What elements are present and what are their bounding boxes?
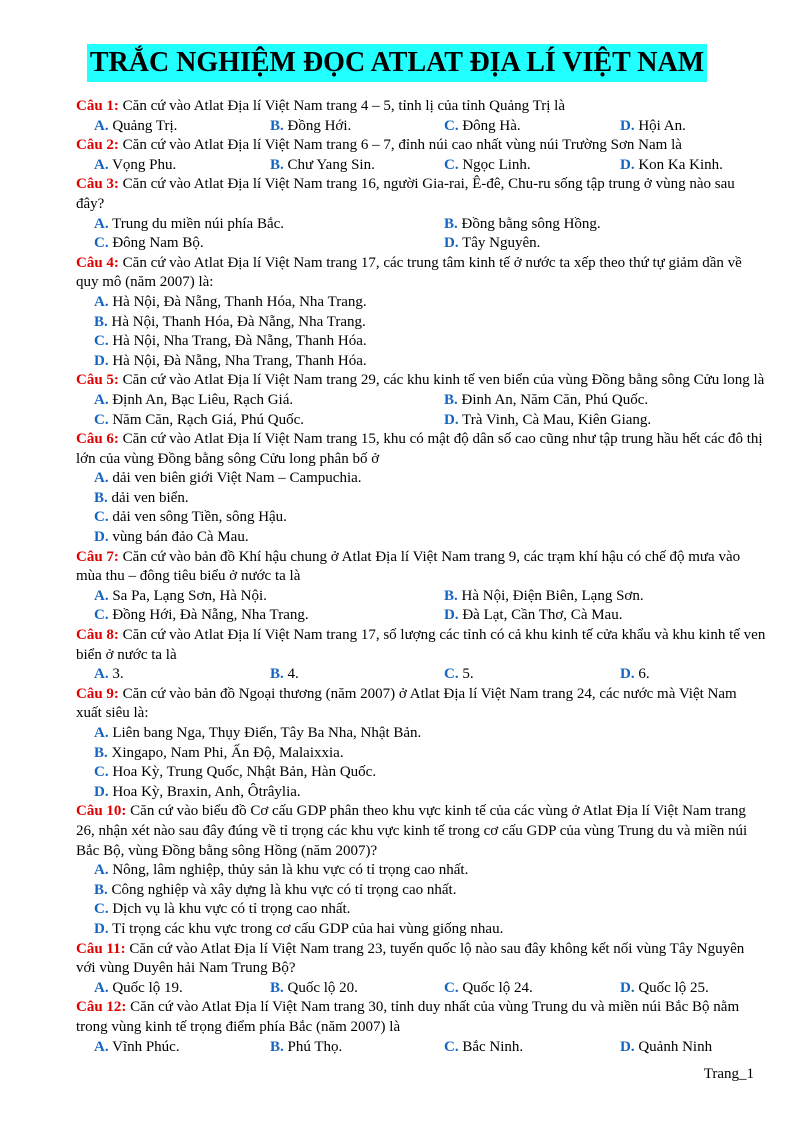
option-text: Hà Nội, Nha Trang, Đà Nẵng, Thanh Hóa. — [112, 333, 367, 350]
option-letter: C. — [94, 607, 109, 624]
option-text: Kon Ka Kinh. — [638, 156, 723, 173]
answer-option[interactable] — [94, 234, 444, 254]
option-text: Quảnh Ninh — [638, 1038, 713, 1055]
answer-option[interactable] — [94, 156, 270, 176]
answer-option[interactable] — [620, 156, 770, 176]
question-text: Căn cứ vào bản đồ Khí hậu chung ở Atlat Địa lí Việt Nam trang 9, các trạm khí hậu có chế độ mưa vào mùa thu – đông tiêu biểu ở nước ta là — [76, 548, 741, 585]
option-text: Đồng bằng sông Hồng. — [461, 215, 601, 232]
answer-option[interactable] — [94, 861, 766, 881]
answer-options — [76, 215, 766, 254]
answer-option[interactable] — [444, 665, 620, 685]
option-letter: C. — [444, 979, 459, 996]
question-stem — [76, 97, 766, 117]
option-text: Công nghiệp và xây dựng là khu vực có tỉ trọng cao nhất. — [111, 881, 457, 898]
question-number: Câu 4: — [76, 254, 119, 271]
answer-option[interactable] — [94, 508, 766, 528]
option-text: Tỉ trọng các khu vực trong cơ cấu GDP của hai vùng giống nhau. — [112, 920, 504, 937]
option-text: Đông Nam Bộ. — [112, 235, 204, 252]
answer-option[interactable] — [94, 724, 766, 744]
answer-option[interactable] — [94, 332, 766, 352]
question-block — [76, 626, 766, 685]
option-letter: A. — [94, 587, 109, 604]
question-text: Căn cứ vào Atlat Địa lí Việt Nam trang 23, tuyến quốc lộ nào sau đây không kết nối vùng Tây Nguyên với vùng Duyên hải Nam Trung Bộ? — [76, 940, 745, 977]
option-letter: C. — [444, 666, 459, 683]
option-letter: C. — [444, 1038, 459, 1055]
answer-option[interactable] — [94, 293, 766, 313]
answer-option[interactable] — [94, 489, 766, 509]
answer-option[interactable] — [94, 606, 444, 626]
answer-option[interactable] — [620, 117, 770, 137]
answer-option[interactable] — [94, 744, 766, 764]
option-letter: A. — [94, 156, 109, 173]
answer-options — [76, 861, 766, 939]
question-number: Câu 12: — [76, 999, 127, 1016]
question-text: Căn cứ vào Atlat Địa lí Việt Nam trang 15, khu có mật độ dân số cao cũng như tập trung hầu hết các đô thị lớn của vùng Đồng bằng sông Cửu long phân bố ở — [76, 431, 763, 467]
option-text: vùng bán đảo Cà Mau. — [112, 529, 249, 546]
option-text: Tây Nguyên. — [462, 235, 541, 252]
option-text: Bắc Ninh. — [462, 1038, 524, 1055]
option-letter: D. — [620, 156, 635, 173]
answer-option[interactable] — [270, 1038, 444, 1058]
answer-option[interactable] — [94, 352, 766, 372]
option-letter: D. — [620, 666, 635, 683]
answer-option[interactable] — [270, 979, 444, 999]
option-letter: D. — [444, 607, 459, 624]
question-stem — [76, 136, 766, 156]
answer-option[interactable] — [94, 411, 444, 431]
answer-options — [76, 665, 766, 685]
option-text: Đà Lạt, Cần Thơ, Cà Mau. — [462, 607, 623, 624]
option-letter: B. — [94, 489, 108, 506]
option-text: Hoa Kỳ, Braxin, Anh, Ôtrâylia. — [112, 783, 301, 800]
option-text: Trà Vinh, Cà Mau, Kiên Giang. — [462, 411, 652, 428]
option-text: Quảng Trị. — [112, 117, 178, 134]
option-letter: D. — [620, 1038, 635, 1055]
option-text: Phú Thọ. — [287, 1038, 343, 1055]
answer-options — [76, 293, 766, 371]
option-text: Đông Hà. — [462, 117, 521, 134]
question-stem — [76, 548, 766, 587]
option-text: 5. — [462, 666, 474, 683]
question-stem — [76, 175, 766, 214]
option-text: Nông, lâm nghiệp, thủy sản là khu vực có tỉ trọng cao nhất. — [112, 862, 469, 879]
question-block — [76, 685, 766, 803]
question-text: Căn cứ vào Atlat Địa lí Việt Nam trang 16, người Gia-rai, Ê-đê, Chu-ru sống tập trung ở vùng nào sau đây? — [76, 176, 735, 212]
option-letter: B. — [444, 391, 458, 408]
answer-option[interactable] — [94, 783, 766, 803]
option-text: Hội An. — [638, 117, 686, 134]
answer-option[interactable] — [444, 156, 620, 176]
question-text: Căn cứ vào Atlat Địa lí Việt Nam trang 17, các trung tâm kinh tế ở nước ta xếp theo thứ tự giảm dần về quy mô (năm 2007) là: — [76, 254, 742, 291]
answer-option[interactable] — [270, 117, 444, 137]
option-letter: C. — [94, 901, 109, 918]
answer-options — [76, 469, 766, 547]
question-text: Căn cứ vào Atlat Địa lí Việt Nam trang 29, các khu kinh tế ven biển của vùng Đồng bằng sông Cửu long là — [122, 372, 765, 389]
option-letter: B. — [270, 156, 284, 173]
option-text: Quốc lộ 20. — [287, 979, 358, 996]
answer-options — [76, 117, 766, 137]
question-number: Câu 6: — [76, 431, 119, 448]
question-list — [76, 97, 766, 1057]
option-text: Vĩnh Phúc. — [112, 1038, 180, 1055]
question-stem — [76, 371, 766, 391]
question-block — [76, 430, 766, 548]
answer-option[interactable] — [94, 979, 270, 999]
option-letter: B. — [94, 313, 108, 330]
option-letter: B. — [444, 215, 458, 232]
question-number: Câu 9: — [76, 685, 119, 702]
question-stem — [76, 940, 766, 979]
answer-option[interactable] — [94, 900, 766, 920]
question-stem — [76, 685, 766, 724]
option-text: Xingapo, Nam Phi, Ấn Độ, Malaixxia. — [111, 744, 344, 761]
option-letter: B. — [270, 666, 284, 683]
option-letter: B. — [270, 979, 284, 996]
answer-option[interactable] — [94, 881, 766, 901]
option-letter: D. — [444, 235, 459, 252]
option-letter: D. — [620, 117, 635, 134]
answer-options — [76, 1038, 766, 1058]
question-text: Căn cứ vào Atlat Địa lí Việt Nam trang 30, tỉnh duy nhất của vùng Trung du và miền núi Bắc Bộ nằm trong vùng kinh tế trọng điểm phía Bắc (năm 2007) là — [76, 999, 740, 1035]
question-number: Câu 5: — [76, 372, 119, 389]
option-letter: D. — [94, 352, 109, 369]
option-letter: A. — [94, 117, 109, 134]
question-block — [76, 371, 766, 430]
option-letter: A. — [94, 862, 109, 879]
option-text: Hà Nội, Thanh Hóa, Đà Nẵng, Nha Trang. — [111, 313, 366, 330]
option-letter: C. — [94, 333, 109, 350]
option-letter: A. — [94, 1038, 109, 1055]
option-text: Trung du miền núi phía Bắc. — [112, 215, 285, 232]
option-text: Năm Căn, Rạch Giá, Phú Quốc. — [112, 411, 304, 428]
answer-option[interactable] — [94, 763, 766, 783]
option-letter: D. — [94, 529, 109, 546]
question-stem — [76, 998, 766, 1037]
answer-options — [76, 587, 766, 626]
answer-option[interactable] — [444, 1038, 620, 1058]
question-block — [76, 998, 766, 1057]
option-text: Đồng Hới, Đà Nẵng, Nha Trang. — [112, 607, 309, 624]
question-stem — [76, 802, 766, 861]
option-text: Hà Nội, Điện Biên, Lạng Sơn. — [461, 587, 644, 604]
option-letter: A. — [94, 666, 109, 683]
option-text: Quốc lộ 25. — [638, 979, 709, 996]
option-text: Vọng Phu. — [112, 156, 177, 173]
page-title: TRẮC NGHIỆM ĐỌC ATLAT ĐỊA LÍ VIỆT NAM — [87, 44, 707, 82]
answer-option[interactable] — [94, 117, 270, 137]
question-stem — [76, 254, 766, 293]
option-text: Chư Yang Sin. — [287, 156, 375, 173]
option-letter: A. — [94, 725, 109, 741]
answer-options — [76, 724, 766, 802]
option-text: Ngọc Linh. — [462, 156, 531, 173]
answer-option[interactable] — [94, 391, 444, 411]
answer-option[interactable] — [620, 665, 770, 685]
option-letter: C. — [94, 411, 109, 428]
option-text: Dịch vụ là khu vực có tỉ trọng cao nhất. — [112, 901, 351, 918]
answer-option[interactable] — [444, 606, 774, 626]
option-letter: D. — [620, 979, 635, 996]
title-container — [0, 44, 794, 82]
option-text: Quốc lộ 19. — [112, 979, 183, 996]
question-number: Câu 3: — [76, 176, 119, 193]
option-text: Quốc lộ 24. — [462, 979, 533, 996]
answer-option[interactable] — [94, 528, 766, 548]
answer-option[interactable] — [270, 665, 444, 685]
answer-options — [76, 391, 766, 430]
answer-option[interactable] — [620, 979, 770, 999]
answer-option[interactable] — [270, 156, 444, 176]
option-text: 4. — [287, 666, 299, 683]
question-number: Câu 2: — [76, 137, 119, 154]
option-text: Đồng Hới. — [287, 117, 352, 134]
option-letter: A. — [94, 293, 109, 310]
option-text: Hà Nội, Đà Nẵng, Thanh Hóa, Nha Trang. — [112, 293, 367, 310]
question-stem — [76, 626, 766, 665]
option-text: dải ven biên giới Việt Nam – Campuchia. — [112, 470, 362, 487]
question-stem — [76, 430, 766, 469]
option-text: Liên bang Nga, Thụy Điển, Tây Ba Nha, Nhật Bản. — [112, 725, 422, 741]
answer-option[interactable] — [94, 665, 270, 685]
option-letter: D. — [94, 920, 109, 937]
question-block — [76, 802, 766, 939]
option-letter: B. — [444, 587, 458, 604]
question-block — [76, 254, 766, 372]
option-letter: C. — [444, 156, 459, 173]
answer-option[interactable] — [620, 1038, 770, 1058]
question-block — [76, 940, 766, 999]
option-letter: B. — [270, 1038, 284, 1055]
answer-option[interactable] — [444, 979, 620, 999]
answer-option[interactable] — [94, 920, 766, 940]
answer-option[interactable] — [444, 391, 774, 411]
page-number: Trang_1 — [703, 1066, 754, 1082]
question-number: Câu 1: — [76, 98, 119, 114]
option-letter: C. — [94, 764, 109, 781]
option-letter: A. — [94, 215, 109, 232]
option-letter: C. — [94, 235, 109, 252]
question-text: Căn cứ vào Atlat Địa lí Việt Nam trang 6 – 7, đỉnh núi cao nhất vùng núi Trường Sơn Nam là — [122, 137, 682, 154]
answer-options — [76, 156, 766, 176]
option-text: dải ven sông Tiền, sông Hậu. — [112, 509, 287, 526]
question-block — [76, 175, 766, 253]
option-letter: D. — [444, 411, 459, 428]
answer-option[interactable] — [444, 411, 774, 431]
option-letter: A. — [94, 391, 109, 408]
answer-option[interactable] — [444, 234, 774, 254]
answer-option[interactable] — [444, 215, 774, 235]
option-text: dải ven biển. — [111, 489, 189, 506]
answer-option[interactable] — [444, 117, 620, 137]
answer-option[interactable] — [94, 469, 766, 489]
question-block — [76, 548, 766, 626]
answer-option[interactable] — [444, 587, 774, 607]
question-block — [76, 97, 766, 136]
answer-option[interactable] — [94, 215, 444, 235]
option-text: 6. — [638, 666, 650, 683]
question-number: Câu 7: — [76, 548, 119, 565]
option-letter: A. — [94, 470, 109, 487]
question-number: Câu 10: — [76, 803, 127, 820]
option-letter: C. — [94, 509, 109, 526]
question-number: Câu 8: — [76, 627, 119, 644]
question-text: Căn cứ vào Atlat Địa lí Việt Nam trang 4 – 5, tỉnh lị của tỉnh Quảng Trị là — [122, 98, 565, 114]
option-text: 3. — [112, 666, 124, 683]
option-letter: B. — [94, 881, 108, 898]
option-letter: B. — [94, 744, 108, 761]
answer-option[interactable] — [94, 587, 444, 607]
option-letter: B. — [270, 117, 284, 134]
question-text: Căn cứ vào Atlat Địa lí Việt Nam trang 17, số lượng các tỉnh có cả khu kinh tế cửa khẩu và khu kinh tế ven biển ở nước ta là — [76, 627, 766, 663]
question-block — [76, 136, 766, 175]
option-letter: A. — [94, 979, 109, 996]
option-text: Đinh An, Năm Căn, Phú Quốc. — [461, 391, 649, 408]
answer-option[interactable] — [94, 1038, 270, 1058]
option-text: Hà Nội, Đà Nẵng, Nha Trang, Thanh Hóa. — [112, 352, 367, 369]
option-text: Hoa Kỳ, Trung Quốc, Nhật Bản, Hàn Quốc. — [112, 764, 377, 781]
option-letter: D. — [94, 783, 109, 800]
answer-options — [76, 979, 766, 999]
option-letter: C. — [444, 117, 459, 134]
question-text: Căn cứ vào bản đồ Ngoại thương (năm 2007) ở Atlat Địa lí Việt Nam trang 24, các nước mà Việt Nam xuất siêu là: — [76, 685, 737, 722]
answer-option[interactable] — [94, 313, 766, 333]
question-number: Câu 11: — [76, 940, 126, 957]
option-text: Định An, Bạc Liêu, Rạch Giá. — [112, 391, 294, 408]
option-text: Sa Pa, Lạng Sơn, Hà Nội. — [112, 587, 267, 604]
question-text: Căn cứ vào biểu đồ Cơ cấu GDP phân theo khu vực kinh tế của các vùng ở Atlat Địa lí Việt Nam trang 26, nhận xét nào sau đây đúng về tỉ trọng các khu vực kinh tế trong cơ cấu GDP của vùng Trung du và miền núi Bắc Bộ, vùng Đồng bằng sông Hồng (năm 2007)? — [76, 803, 748, 859]
